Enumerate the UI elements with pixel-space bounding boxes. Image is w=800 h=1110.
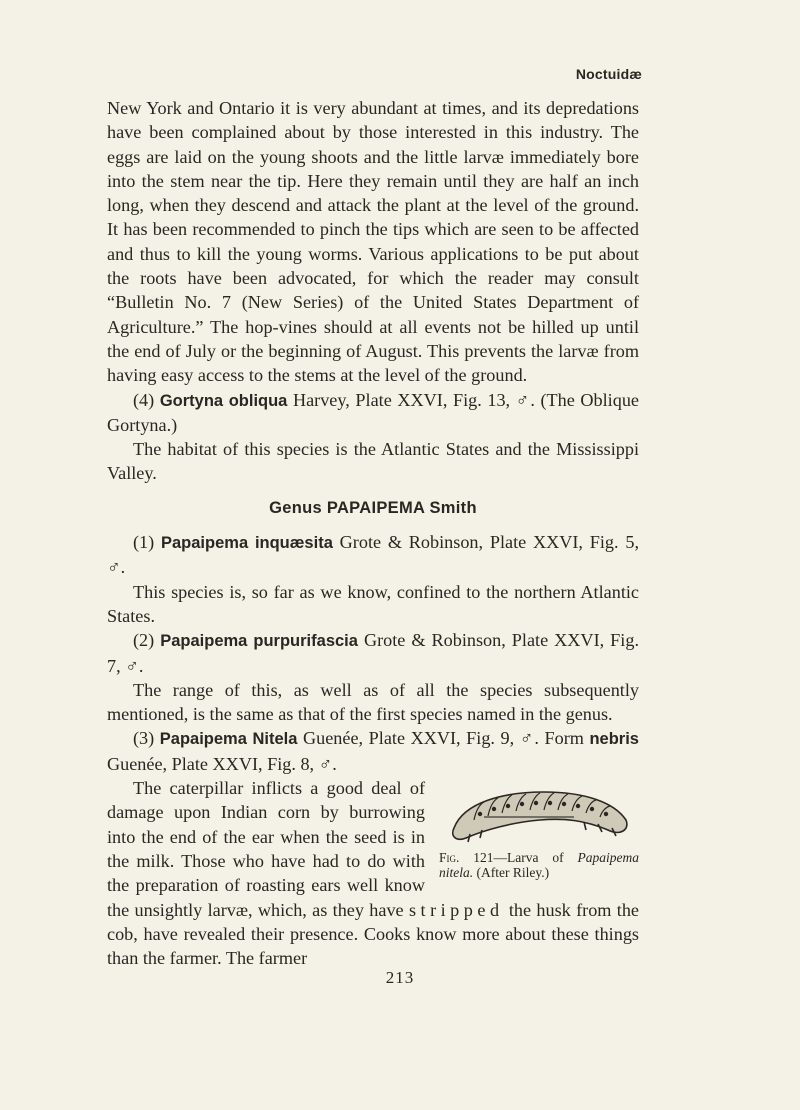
species-note: This species is, so far as we know, confined to the northern Atlantic States.: [107, 581, 639, 626]
larva-illustration: [444, 780, 634, 846]
figure-number: 121—Larva of: [459, 850, 578, 866]
species-number: (4): [133, 389, 155, 410]
running-head: Noctuidæ: [575, 66, 642, 82]
species-number: (3): [133, 728, 155, 749]
body-text: [107, 96, 639, 970]
species-name: Papaipema inquæsita: [161, 534, 333, 553]
habitat-note: The habitat of this species is the Atlantic States and the Mississippi Valley.: [107, 439, 639, 484]
form-name: nebris: [589, 730, 639, 749]
species-entry-inquaesita: [107, 530, 639, 580]
species-name: Papaipema purpurifascia: [160, 632, 358, 651]
page-number: 213: [385, 968, 415, 987]
species-number: (2): [133, 630, 155, 651]
nitela-description: [107, 776, 639, 970]
figure-credit: (After Riley.): [473, 865, 550, 881]
species-reference: Harvey, Plate XXVI, Fig. 13, ♂. (The Oblique Gortyna.): [107, 389, 639, 435]
species-name: Gortyna obliqua: [159, 391, 288, 410]
species-entry-gortyna: [107, 388, 639, 438]
figure-caption: [439, 850, 639, 880]
caterpillar-text-before: The caterpillar inflicts a good deal of damage upon Indian corn by burrowing into the end of the ear when the seed is in the milk. Those who have had to do with the preparation of roasting ears well know the unsightly larvæ, which, as they have: [107, 778, 425, 920]
figure-species: Papaipema nitela.: [439, 850, 639, 881]
figure-121: [439, 780, 639, 880]
species-name: Papaipema Nitela: [159, 730, 298, 749]
figure-label: Fig.: [439, 850, 460, 866]
species-entry-purpurifascia: [107, 628, 639, 678]
species-reference: Grote & Robinson, Plate XXVI, Fig. 5, ♂.: [107, 532, 639, 578]
caterpillar-text-spaced: stripped: [408, 899, 504, 920]
caterpillar-text-after: the husk from the cob, have revealed their presence. Cooks know more about these things than the farmer. The farmer: [107, 899, 639, 969]
paragraph-hop-vine: New York and Ontario it is very abundant at times, and its depredations have been complained about by those interested in this industry. The eggs are laid on the young shoots and the little larvæ immediately bore into the stem near the tip. Here they remain until they are half an inch long, when they descend and attack the plant at the level of the ground. It has been recommended to pinch the tips which are seen to be affected and thus to kill the young worms. Various applications to be put about the roots have been advocated, for which the reader may consult “Bulletin No. 7 (New Series) of the United States Department of Agriculture.” The hop-vines should at all events not be hilled up until the end of July or the beginning of August. This prevents the larvæ from having easy access to the stems at the level of the ground.: [107, 98, 639, 386]
species-number: (1): [133, 532, 155, 553]
form-reference: Guenée, Plate XXVI, Fig. 8, ♂.: [107, 753, 337, 774]
genus-heading: Genus PAPAIPEMA Smith: [269, 498, 477, 517]
species-reference: Grote & Robinson, Plate XXVI, Fig. 7, ♂.: [107, 630, 639, 676]
species-note: The range of this, as well as of all the species subsequently mentioned, is the same as that of the first species named in the genus.: [107, 679, 639, 725]
species-entry-nitela: [107, 726, 639, 776]
species-reference: Guenée, Plate XXVI, Fig. 9, ♂. Form: [297, 728, 590, 749]
